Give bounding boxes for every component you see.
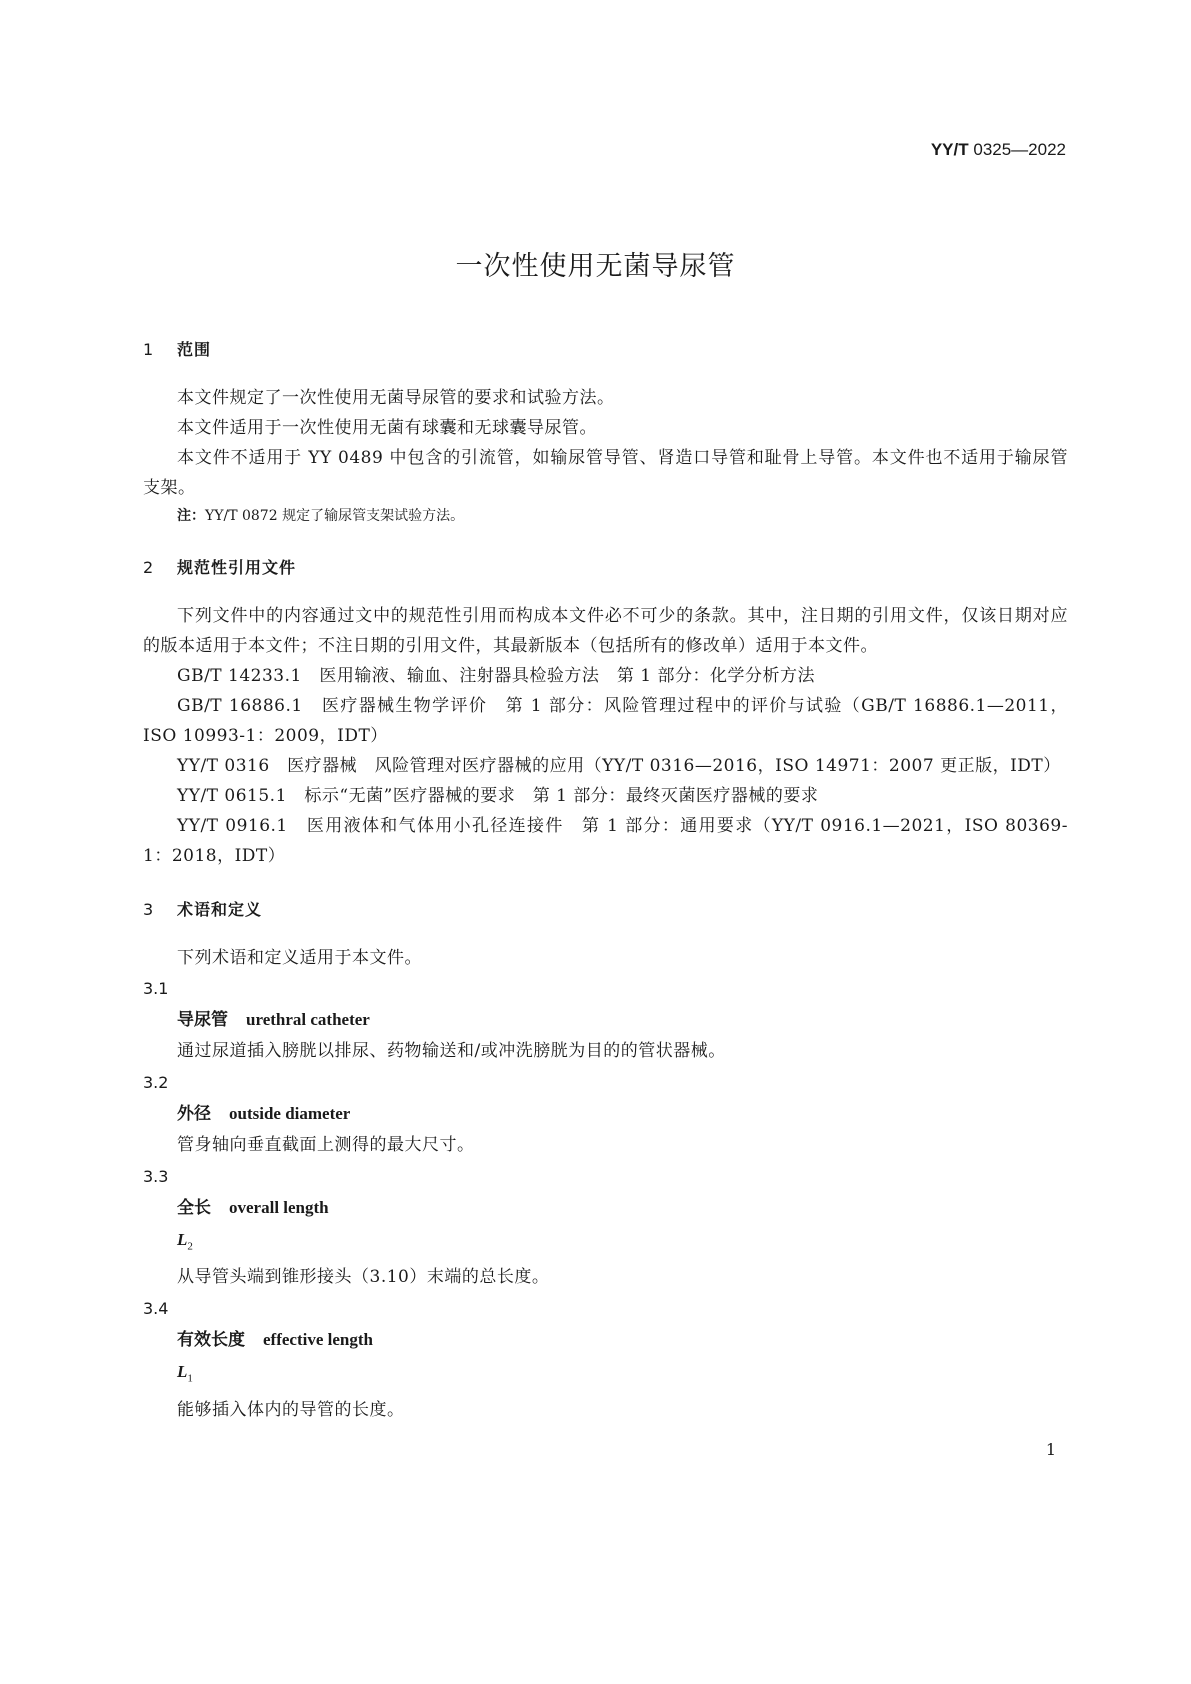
term-entry: 全长 overall length (177, 1198, 329, 1218)
term-definition: 从导管头端到锥形接头（3.10）末端的总长度。 (177, 1267, 550, 1288)
reference-item: YY/T 0916.1 医用液体和气体用小孔径连接件 第 1 部分：通用要求（YY/T 0916.1—2021，ISO 80369-1：2018，IDT） (143, 816, 1068, 866)
document-title: 一次性使用无菌导尿管 (455, 251, 736, 282)
paragraph: 本文件规定了一次性使用无菌导尿管的要求和试验方法。 (177, 388, 615, 408)
term-entry: 有效长度 effective length (177, 1330, 373, 1351)
clause-number: 3.2 (143, 1073, 169, 1092)
reference-item: YY/T 0316 医疗器械 风险管理对医疗器械的应用（YY/T 0316—2016，ISO 14971：2007 更正版，IDT） (177, 756, 1061, 776)
clause-number: 3.4 (143, 1299, 169, 1319)
term-entry: 导尿管 urethral catheter (177, 1010, 370, 1030)
term-definition: 通过尿道插入膀胱以排尿、药物输送和/或冲洗膀胱为目的的管状器械。 (177, 1041, 726, 1061)
page-number: 1 (1045, 1440, 1056, 1459)
term-entry: 外径 outside diameter (177, 1104, 351, 1124)
paragraph: 本文件不适用于 YY 0489 中包含的引流管，如输尿管导管、肾造口导管和耻骨上导管。本文件也不适用于输尿管支架。 (143, 448, 1068, 498)
reference-item: GB/T 16886.1 医疗器械生物学评价 第 1 部分：风险管理过程中的评价与试验（GB/T 16886.1—2011，ISO 10993-1：2009，IDT） (143, 696, 1068, 746)
standard-number: YY/T 0325—2022 (930, 140, 1066, 159)
reference-item: GB/T 14233.1 医用输液、输血、注射器具检验方法 第 1 部分：化学分析方法 (177, 666, 815, 686)
term-definition: 管身轴向垂直截面上测得的最大尺寸。 (177, 1135, 475, 1155)
section-heading-terms: 3 术语和定义 (143, 900, 263, 919)
paragraph: 下列文件中的内容通过文中的规范性引用而构成本文件必不可少的条款。其中，注日期的引用文件，仅该日期对应的版本适用于本文件；不注日期的引用文件，其最新版本（包括所有的修改单）适用于本文件。 (143, 606, 1068, 656)
clause-number: 3.1 (143, 979, 169, 998)
term-symbol: $L_1$ (177, 1362, 193, 1385)
reference-item: YY/T 0615.1 标示“无菌”医疗器械的要求 第 1 部分：最终灭菌医疗器械的要求 (177, 786, 819, 806)
clause-number: 3.3 (143, 1167, 169, 1186)
term-symbol: $L_2$ (177, 1230, 193, 1253)
document-body (143, 335, 1068, 1426)
section-heading-scope: 1 范围 (143, 340, 212, 359)
paragraph: 本文件适用于一次性使用无菌有球囊和无球囊导尿管。 (177, 418, 597, 438)
note: 注：YY/T 0872 规定了输尿管支架试验方法。 (177, 508, 465, 524)
section-heading-normative-references: 2 规范性引用文件 (143, 558, 297, 577)
term-definition: 能够插入体内的导管的长度。 (177, 1399, 405, 1420)
paragraph: 下列术语和定义适用于本文件。 (177, 948, 422, 968)
